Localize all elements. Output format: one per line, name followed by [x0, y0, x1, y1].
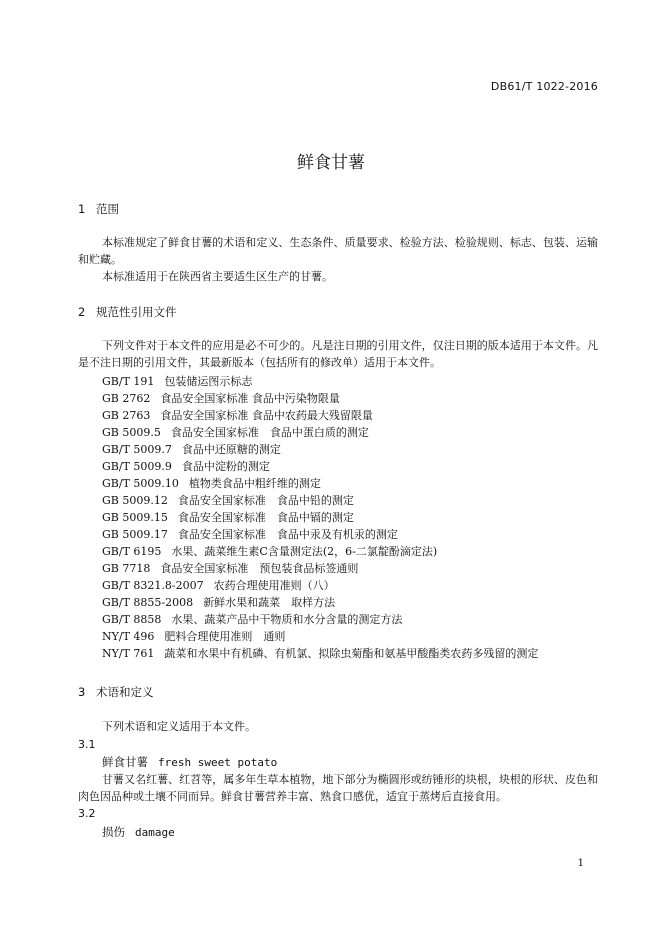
term-chinese: 鲜食甘薯	[102, 755, 148, 769]
section-3-heading	[78, 684, 154, 700]
reference-code: GB 5009.17	[102, 528, 168, 541]
reference-item	[102, 441, 281, 458]
section-3-intro: 下列术语和定义适用于本文件。	[102, 720, 256, 733]
section-1-paragraph-1: 本标准规定了鲜食甘薯的术语和定义、生态条件、质量要求、检验方法、检验规则、标志、包装、运输和贮藏。	[78, 236, 598, 266]
reference-item	[102, 475, 321, 492]
section-title: 范围	[96, 202, 119, 216]
reference-title: 食品安全国家标准 预包装食品标签通则	[160, 562, 359, 575]
section-2-intro: 下列文件对于本文件的应用是必不可少的。凡是注日期的引用文件，仅注日期的版本适用于本文件。凡是不注日期的引用文件，其最新版本（包括所有的修改单）适用于本文件。	[78, 339, 598, 369]
reference-code: GB/T 5009.10	[102, 477, 179, 490]
section-number: 1	[78, 202, 86, 216]
reference-code: GB 5009.15	[102, 511, 168, 524]
section-number: 3	[78, 685, 86, 699]
reference-title: 食品安全国家标准 食品中蛋白质的测定	[170, 426, 369, 439]
section-2-heading	[78, 304, 177, 320]
reference-code: GB/T 8321.8-2007	[102, 579, 204, 592]
section-number: 2	[78, 305, 86, 319]
reference-code: GB 2763	[102, 409, 151, 422]
reference-code: GB/T 191	[102, 375, 155, 388]
reference-title: 农药合理使用准则（八）	[213, 579, 335, 592]
reference-title: 蔬菜和水果中有机磷、有机氯、拟除虫菊酯和氨基甲酸酯类农药多残留的测定	[164, 647, 539, 660]
term-heading	[102, 754, 277, 770]
section-title: 术语和定义	[96, 685, 154, 699]
reference-code: GB 7718	[102, 562, 151, 575]
reference-item	[102, 424, 369, 441]
reference-item	[102, 407, 373, 424]
section-1-heading	[78, 201, 119, 217]
reference-item	[102, 492, 354, 509]
page-number: 1	[577, 858, 584, 869]
reference-code: GB/T 5009.7	[102, 443, 172, 456]
reference-code: NY/T 761	[102, 647, 155, 660]
reference-code: NY/T 496	[102, 630, 155, 643]
reference-title: 水果、蔬菜维生素C含量测定法(2，6-二氯靛酚滴定法)	[171, 545, 438, 558]
term-english: damage	[135, 826, 175, 839]
reference-title: 食品中还原糖的测定	[181, 443, 281, 456]
term-definition: 甘薯又名红薯、红苕等，属多年生草本植物，地下部分为椭圆形或纺锤形的块根，块根的形状、皮色和肉色因品种或土壤不同而异。鲜食甘薯营养丰富、熟食口感优，适宜于蒸烤后直接食用。	[78, 773, 598, 803]
reference-code: GB/T 8855-2008	[102, 596, 194, 609]
reference-code: GB/T 6195	[102, 545, 162, 558]
document-title: 鲜食甘薯	[297, 153, 365, 173]
reference-code: GB 5009.5	[102, 426, 161, 439]
reference-title: 食品安全国家标准 食品中铅的测定	[177, 494, 354, 507]
reference-title: 植物类食品中粗纤维的测定	[188, 477, 321, 490]
reference-title: 肥料合理使用准则 通则	[164, 630, 286, 643]
document-code: DB61/T 1022-2016	[490, 80, 598, 93]
reference-item	[102, 628, 285, 645]
reference-item	[102, 390, 340, 407]
reference-item	[102, 509, 354, 526]
reference-item	[102, 373, 252, 390]
reference-title: 水果、蔬菜产品中干物质和水分含量的测定方法	[171, 613, 403, 626]
reference-title: 食品安全国家标准 食品中镉的测定	[177, 511, 354, 524]
reference-title: 食品安全国家标准 食品中农药最大残留限量	[160, 409, 373, 422]
reference-title: 包装储运图示标志	[164, 375, 253, 388]
reference-code: GB 5009.12	[102, 494, 168, 507]
clause-number: 3.2	[78, 807, 96, 820]
reference-code: GB/T 5009.9	[102, 460, 172, 473]
reference-title: 食品安全国家标准 食品中污染物限量	[160, 392, 340, 405]
term-english: fresh sweet potato	[158, 756, 278, 769]
reference-item	[102, 526, 398, 543]
reference-item	[102, 560, 358, 577]
reference-item	[102, 594, 335, 611]
reference-item	[102, 577, 335, 594]
term-heading	[102, 824, 175, 840]
section-1-paragraph-2: 本标准适用于在陕西省主要适生区生产的甘薯。	[102, 270, 333, 283]
reference-title: 新鲜水果和蔬菜 取样方法	[203, 596, 336, 609]
section-title: 规范性引用文件	[96, 305, 177, 319]
reference-item	[102, 611, 402, 628]
reference-code: GB 2762	[102, 392, 151, 405]
clause-number: 3.1	[78, 738, 96, 751]
reference-code: GB/T 8858	[102, 613, 162, 626]
reference-title: 食品中淀粉的测定	[181, 460, 270, 473]
reference-item	[102, 543, 437, 560]
reference-title: 食品安全国家标准 食品中汞及有机汞的测定	[177, 528, 398, 541]
term-chinese: 损伤	[102, 825, 125, 839]
reference-item	[102, 458, 270, 475]
reference-item	[102, 645, 538, 662]
